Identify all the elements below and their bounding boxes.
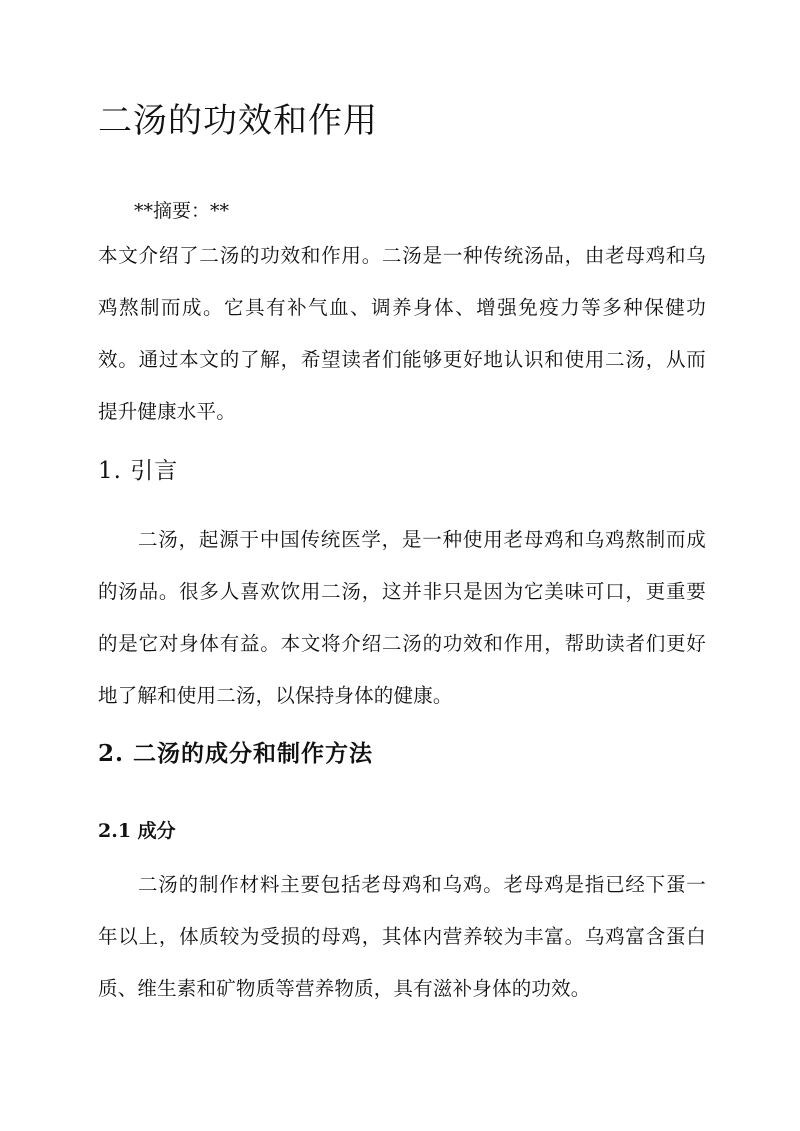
section-heading-ingredients-method: 2. 二汤的成分和制作方法 [98,740,374,767]
introduction-paragraph: 二汤，起源于中国传统医学，是一种使用老母鸡和乌鸡熬制而成的汤品。很多人喜欢饮用二汤，这并非只是因为它美味可口，更重要的是它对身体有益。本文将介绍二汤的功效和作用，帮助读者们更好地了解和使用二汤，以保持身体的健康。 [98,528,706,707]
abstract-paragraph: 本文介绍了二汤的功效和作用。二汤是一种传统汤品，由老母鸡和乌鸡熬制而成。它具有补气血、调养身体、增强免疫力等多种保健功效。通过本文的了解，希望读者们能够更好地认识和使用二汤，从而提升健康水平。 [98,244,706,423]
section-heading-introduction: 1. 引言 [98,458,179,484]
abstract-label: **摘要：** [134,200,230,222]
ingredients-paragraph: 二汤的制作材料主要包括老母鸡和乌鸡。老母鸡是指已经下蛋一年以上，体质较为受损的母鸡，其体内营养较为丰富。乌鸡富含蛋白质、维生素和矿物质等营养物质，具有滋补身体的功效。 [98,873,706,1000]
subsection-heading-ingredients: 2.1 成分 [98,820,176,842]
document-title: 二汤的功效和作用 [98,101,378,141]
